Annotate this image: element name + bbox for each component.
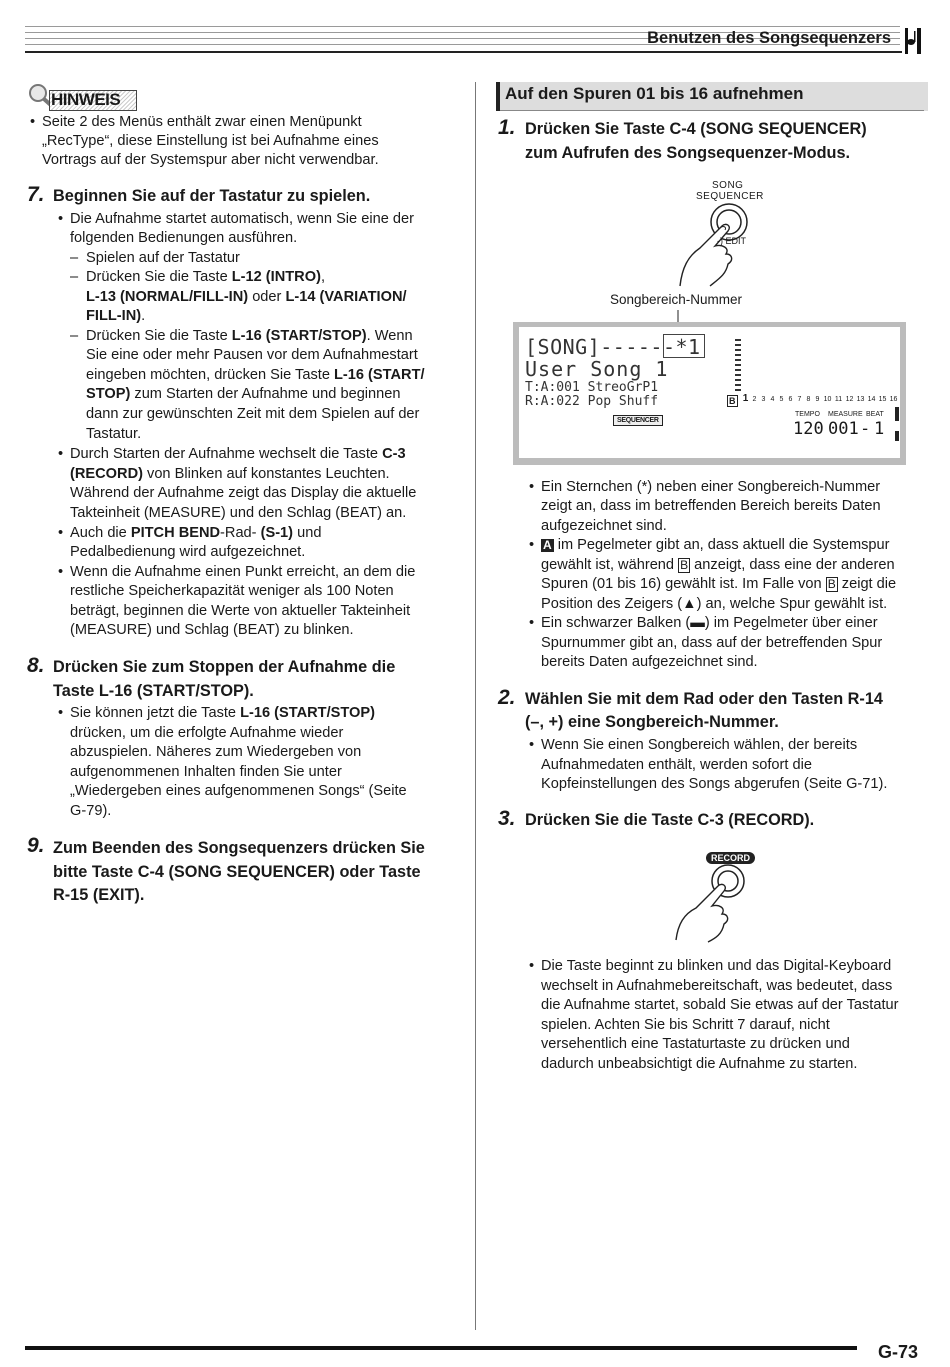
tempo-label: TEMPO	[795, 411, 820, 418]
note-line: „RecType“, diese Einstellung ist bei Aufnahme eines	[42, 133, 379, 149]
record-button-illustration	[670, 850, 770, 945]
page-number: G-73	[878, 1342, 919, 1362]
hinweis-label: HINWEIS	[51, 90, 121, 109]
step-title: Drücken Sie Taste C-4 (SONG SEQUENCER)	[525, 120, 867, 138]
beat-value: 1	[874, 419, 885, 439]
measure-label: MEASURE	[828, 411, 863, 418]
hinweis-badge	[27, 82, 137, 112]
step-title: (–, +) eine Songbereich-Nummer.	[525, 713, 779, 731]
measure-value: 001	[828, 419, 859, 439]
track-number: 2	[752, 396, 757, 403]
track-number: 10	[823, 396, 832, 403]
track-number: 13	[856, 396, 865, 403]
note-line: Seite 2 des Menüs enthält zwar einen Menüpunkt	[42, 114, 362, 130]
track-number: 7	[797, 396, 802, 403]
level-meter	[735, 339, 741, 393]
column-divider	[475, 82, 476, 1330]
step-title: bitte Taste C-4 (SONG SEQUENCER) oder Taste	[53, 863, 421, 881]
step-title: Drücken Sie zum Stoppen der Aufnahme die	[53, 658, 396, 676]
track-number: 12	[845, 396, 854, 403]
track-number: 3	[761, 396, 766, 403]
lcd-row-4: R:A:022 Pop Shuff	[525, 394, 659, 409]
finger-press-icon	[660, 178, 790, 288]
track-number: 16	[889, 396, 898, 403]
track-number: 9	[815, 396, 820, 403]
lcd-row-2: User Song 1	[525, 357, 669, 381]
track-number: 6	[788, 396, 793, 403]
lcd-row-3: T:A:001 StreoGrP1	[525, 380, 659, 395]
step-title: Taste L-16 (START/STOP).	[53, 682, 254, 700]
track-marker: B	[729, 396, 736, 406]
track-number: 14	[867, 396, 876, 403]
track-number: 4	[770, 396, 775, 403]
running-header: Benutzen des Songsequenzers	[647, 29, 891, 47]
step-title: Drücken Sie die Taste C-3 (RECORD).	[525, 811, 815, 829]
track-number: 8	[806, 396, 811, 403]
step-number: 3.	[498, 807, 516, 830]
beat-label: BEAT	[866, 411, 884, 418]
lcd-callout-label: Songbereich-Nummer	[610, 292, 743, 307]
track-number: 15	[878, 396, 887, 403]
step-title: Beginnen Sie auf der Tastatur zu spielen.	[53, 187, 371, 205]
section-title: Auf den Spuren 01 bis 16 aufnehmen	[505, 84, 804, 103]
finger-press-icon	[670, 850, 770, 945]
track-number: 11	[834, 396, 843, 403]
step-number: 1.	[498, 116, 516, 139]
record-label: RECORD	[706, 852, 755, 864]
step-number: 8.	[27, 654, 45, 677]
track-number: 1	[742, 393, 749, 404]
step-title: Wählen Sie mit dem Rad oder den Tasten R-14	[525, 690, 883, 708]
step-title: R-15 (EXIT).	[53, 886, 145, 904]
sequencer-badge: SEQUENCER	[613, 415, 663, 426]
track-number: 5	[779, 396, 784, 403]
track-numbers	[741, 393, 899, 404]
step-number: 2.	[498, 686, 516, 709]
tempo-value: 120	[793, 419, 824, 439]
header-baseline	[25, 51, 920, 53]
step-number: 7.	[27, 183, 45, 206]
music-note-icon	[902, 28, 922, 54]
footer-rule	[25, 1346, 857, 1350]
lcd-display: [SONG]------*1 User Song 1 T:A:001 StreoGrP1 R:A:022 Pop Shuff B 1 2 3 4 5 6 7 8 9 10 11 12 13 14 15 16 SEQUENCER TEMPO MEASURE BEAT 120 001 - 1	[513, 322, 906, 465]
lcd-row-1: [SONG]------*1	[525, 335, 701, 359]
note-line: Vortrags auf der Systemspur aber nicht verwendbar.	[42, 152, 379, 168]
step-title: zum Aufrufen des Songsequenzer-Modus.	[525, 144, 851, 162]
step-title: Zum Beenden des Songsequenzers drücken Sie	[53, 839, 425, 857]
song-sequencer-button-illustration: SONG SEQUENCER -) EDIT	[660, 178, 790, 288]
step-number: 9.	[27, 834, 45, 857]
